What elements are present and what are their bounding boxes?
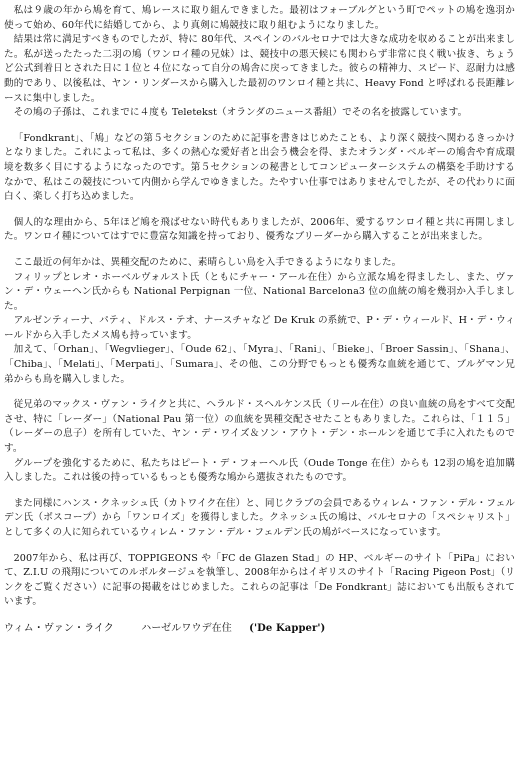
paragraph-fondkrant-section: 「Fondkrant」、「鳩」などの第５セクションのために記事を書きはじめたことも、より深く競技へ関わるきっかけとなりました。これによって私は、多くの熱心な愛好者と出会う機会を得、またオランダ・ベルギーの鳩舎や育成環境を数多く目にするようになったのです。第５セクションの秘書としてコンピューターシステムの構築を手助けするなかで、私はこの競技について内側から学んでゆきました。たやすい仕事ではありませんでしたが、その代わりに面白く、楽しく打ち込めました。: [4, 132, 515, 203]
paragraph-crossbreeding-intro: ここ最近の何年かは、異種交配のために、素晴らしい鳥を入手できるようになりました。: [13, 256, 402, 268]
paragraph-reportage-2007: 2007年から、私は再び、TOPPIGEONS や「FC de Glazen Stad」の HP、ベルギーのサイト「PiPa」において、Z.I.U の飛翔についてのルポルタージュを執筆し、2008年からはイギリスのサイト「Racing Pigeon Post」（リンクをご覧ください）に記事の掲載をはじめました。これらの記事は「De Fondkrant」誌においても出版もされています。: [4, 552, 515, 608]
paragraph-barcelona-success: 結果は常に満足すべきものでしたが、特に 80年代、スペインのバルセロナでは大きな成功を収めることが出来ました。私が送ったたった二羽の鳩（ワンロイ種の兄妹）は、競技中の悪天候にも関わらず非常に良く戦い抜き、ちょうど公式到着日とされた日に１位と４位になって自分の鳩舎に戻ってきました。彼らの精神力、スピード、忍耐力は感動的であり、以後私は、ヤン・リンダースから購入した最初のワンロイ種と共に、Heavy Fond と呼ばれる長距離レースに集中しました。: [4, 34, 515, 104]
paragraph-teletekst: その鳩の子孫は、これまでに４度も Teletekst（オランダのニュース番組）でその名を披露しています。: [13, 107, 468, 119]
paragraph-kneschke: また同様にハンス・クネッシュ氏（カトワイク在住）と、同じクラブの会員であるウィレム・ファン・デル・フェルデン氏（ボスコープ）から「ワンロイズ」を獲得しました。クネッシュ氏の鳩は、バルセロナの「スペシャリスト」として多くの人に知られているウィレム・ファン・デル・フェルデン氏の鳩がベースになっています。: [4, 497, 515, 538]
paragraph-childhood: 私は９歳の年から鳩を育て、鳩レースに取り組んできました。最初はフォーブルグという町でペットの鳩を逸羽か使って始め、60年代に結婚してから、より真剣に鳩競技に取り組むようになりました。: [4, 5, 515, 31]
author-residence: ハーゼルワウデ在住: [141, 622, 232, 634]
paragraph-de-vogel: グループを強化するために、私たちはピート・デ・フォーヘル氏（Oude Tonge 在住）からも 12羽の鳩を追加購入しました。これは後の持っているもっとも優秀な鳩から選抜されたものです。: [4, 457, 515, 484]
author-loft: ('De Kapper'): [249, 622, 326, 634]
paragraph-named-pigeons: 加えて、「Orhan」、「Wegvlieger」、「Oude 62」、「Myra」、「Rani」、「Bieke」、「Broer Sassin」、「Shana」、「Chiba」、「Melati」、「Merpati」、「Sumara」、その他、この分野でもっとも優秀な血統を通じて、ブルゲマン兄弟からも鳥を購入しました。: [4, 344, 515, 385]
paragraph-schelkens: 従兄弟のマックス・ヴァン・ライクと共に、ヘラルド・スヘルケンス氏（リール在住）の良い血統の鳥をすべて交配させ、特に「レーダー」（National Pau 第一位）の血統を異種交配させたこともありました。これらは、「１１５」（レーダーの息子）を所有していた、ヤン・デ・ワイズ＆ソン・アウト・デン・ホールンを通じて手に入れたものです。: [4, 399, 515, 455]
author-name: ウィム・ヴァン・ライク: [4, 622, 114, 634]
paragraph-de-kruk-line: アルゼンティーナ、パティ、ドルス・テオ、ナースチャなど De Kruk の系統で、P・デ・ウィールド、H・デ・ウィールドから入手したメス鳩も持っています。: [4, 315, 515, 341]
paragraph-hobervorst: フィリップとレオ・ホーベルヴォルスト氏（ともにチャー・アール在住）から立派な鳩を得ましたし、また、ヴァン・デ・ウェーヘン氏からも National Perpignan 一位、National Barcelona3 位の血統の鳩を幾羽か入手しました。: [4, 271, 515, 312]
paragraph-restart-2006: 個人的な理由から、5年ほど鳩を飛ばせない時代もありましたが、2006年、愛するワンロイ種と共に再開しました。ワンロイ種についてはすでに豊富な知識を持っており、優秀なブリーダーから購入することが出来ました。: [4, 216, 515, 243]
article-page: [4, 4, 515, 637]
signature-line: [4, 622, 515, 637]
